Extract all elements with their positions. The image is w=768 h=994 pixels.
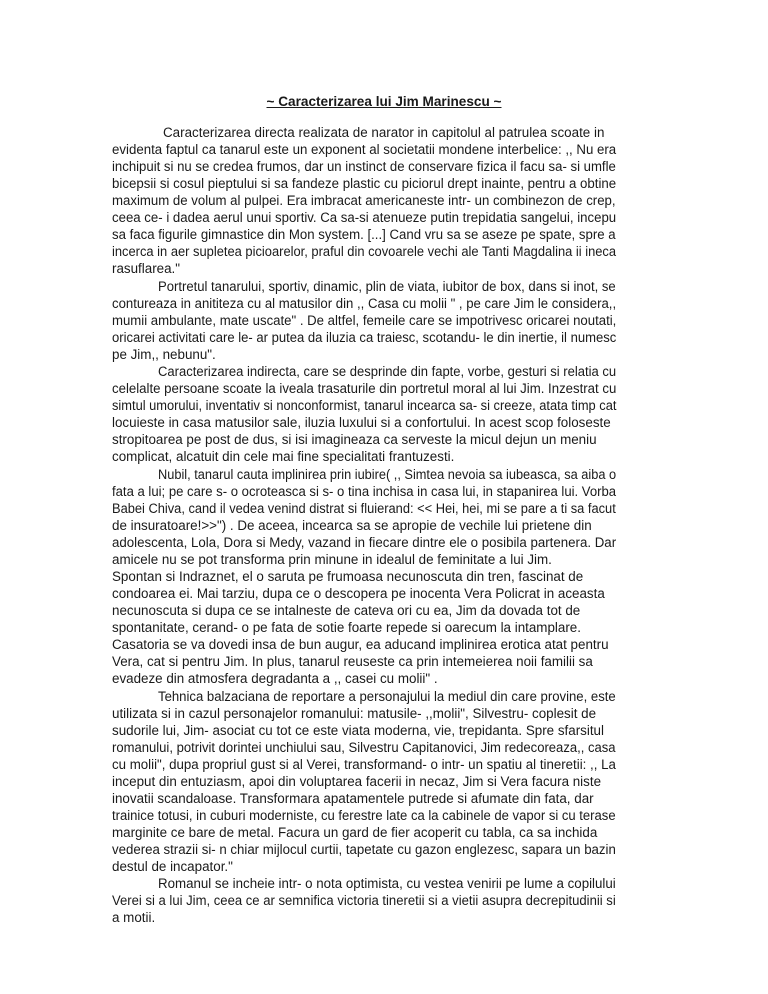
text-line: spontanitate, cerand- o pe fata de sotie foarte repede si oarecum la intamplare.	[112, 620, 581, 635]
text-line: contureaza in anititeza cu al matusilor din ,, Casa cu molii " , pe care Jim le considera,,	[112, 296, 617, 311]
text-line: fata a lui; pe care s- o ocroteasca si s- o tina inchisa in casa lui, in stapanirea lui. Vorba	[112, 484, 617, 499]
text-line: marginite ce bare de metal. Facura un gard de fier acoperit cu tabla, ca sa inchida	[112, 825, 598, 840]
text-line: Casatoria se va dovedi insa de bun augur, ea aducand implinirea erotica atat pentru	[112, 637, 609, 652]
text-line: Caracterizarea indirecta, care se desprinde din fapte, vorbe, gesturi si relatia cu	[158, 364, 617, 379]
text-line: romanului, potrivit dorintei unchiului sau, Silvestru Capitanovici, Jim redecoreaza,, casa	[112, 740, 616, 755]
text-line: cu molii", dupa propriul gust si al Verei, transformand- o intr- un spatiu al tineretii: ,, La	[112, 757, 616, 772]
text-line: pe Jim,, nebunu".	[112, 347, 216, 362]
text-line: evadeze din atmosfera degradanta a ,, casei cu molii" .	[112, 671, 438, 686]
text-line: inovatii scandaloase. Transformara apatamentele putrede si afumate din fata, dar	[112, 791, 594, 806]
text-line: complicat, alcatuit din cele mai fine specialitati frantuzesti.	[112, 449, 455, 464]
text-line: stropitoarea pe post de dus, si isi imagineaza ca serveste la micul dejun un meniu	[112, 432, 597, 447]
text-line: a motii.	[112, 910, 156, 925]
text-line: rasuflarea."	[112, 261, 181, 276]
text-line: de insuratoare!>>") . De aceea, incearca sa se apropie de vechile lui prietene din	[112, 518, 592, 533]
text-line: Portretul tanarului, sportiv, dinamic, plin de viata, iubitor de box, dans si inot, se	[158, 279, 616, 294]
text-line: Romanul se incheie intr- o nota optimista, cu vestea venirii pe lume a copilului	[158, 876, 616, 891]
text-line: sa faca figurile gimnastice din Mon system. [...] Cand vru sa se aseze pe spate, spre a	[112, 227, 616, 242]
text-line: ceea ce- i dadea aerul unui sportiv. Ca sa-si atenueze putin trepidatia sangelui, incepu	[112, 210, 617, 225]
text-line: incerca in aer supleteа picioarelor, praful din covoarele vechi ale Tanti Magdalina ii ineca	[112, 244, 617, 259]
text-line: sudorile lui, Jim- asociat cu tot ce este viata moderna, vie, trepidanta. Spre sfarsitul	[112, 723, 604, 738]
text-line: inchipuit si nu se credea frumos, dar un instinct de conservare fizica il facu sa- si umfle	[112, 159, 616, 174]
text-line: inceput din entuziasm, apoi din voluptarea facerii in necaz, Jim si Vera facura niste	[112, 774, 602, 789]
text-line: trainice totusi, in cuburi moderniste, cu ferestre late ca la cabinele de vapor si cu terase	[112, 808, 616, 823]
text-line: Caracterizarea directa realizata de narator in capitolul al patrulea scoate in	[163, 125, 605, 140]
text-line: Tehnica balzaciana de reportare a personajului la mediul din care provine, este	[158, 689, 616, 704]
text-line: Spontan si Indraznet, el o saruta pe frumoasa necunoscuta din tren, fascinat de	[112, 569, 584, 584]
text-line: Verei si a lui Jim, ceea ce ar semnifica victoria tineretii si a vietii asupra decrepitudinii si	[112, 893, 616, 908]
text-line: Babei Chiva, cand il vedea venind distrat si fluierand: << Hei, hei, mi se pare a ti sa facut	[112, 501, 616, 516]
text-line: adolescenta, Lola, Dora si Medy, vazand in fiecare dintre ele o posibila partenera. Dar	[112, 535, 617, 550]
text-line: maximum de volum al pulpei. Era imbracat americaneste intr- un combinezon de crep,	[112, 193, 616, 208]
text-line: Nubil, tanarul cauta implinirea prin iubire( ,, Simtea nevoia sa iubeasca, sa aiba o	[158, 467, 617, 482]
text-line: celelalte persoane scoate la iveala trasaturile din portretul moral al lui Jim. Inzestrat cu	[112, 381, 617, 396]
text-line: necunoscuta si dupa ce se intalneste de cateva ori cu ea, Jim da dovada tot de	[112, 603, 581, 618]
text-line: bicepsii si cosul pieptului si sa fandeze plastic cu piciorul drept inainte, pentru a obtine	[112, 176, 617, 191]
text-line: condoarea ei. Mai tarziu, dupa ce o descopera pe inocenta Vera Policrat in aceasta	[112, 586, 605, 601]
text-line: oricarei activitati care le- ar putea da iluzia ca traiesc, scotandu- le din inertie, il numesc	[112, 330, 617, 345]
text-line: destul de incapator."	[112, 859, 233, 874]
text-line: amicele nu se pot transforma prin minune in idealul de feminitate a lui Jim.	[112, 552, 552, 567]
text-line: Vera, cat si pentru Jim. In plus, tanarul reuseste ca prin intemeierea noii familii sa	[112, 654, 593, 669]
document-title: ~ Caracterizarea lui Jim Marinescu ~	[266, 94, 502, 109]
text-line: vederea strazii si- n chiar mijlocul curtii, tapetate cu gazon englezesc, sapara un bazin	[112, 842, 616, 857]
text-line: locuieste in casa matusilor sale, iluzia luxului si a confortului. In acest scop foloseste	[112, 415, 611, 430]
text-line: utilizata si in cazul personajelor romanului: matusile- ,,molii", Silvestru- coplesit de	[112, 706, 597, 721]
text-line: evidenta faptul ca tanarul este un exponent al societatii mondene interbelice: ,, Nu era	[112, 142, 617, 157]
text-line: simtul umorului, inventativ si nonconformist, tanarul incearca sa- si creeze, atata timp cat	[112, 398, 617, 413]
text-line: mumii ambulante, mate uscate" . De altfel, femeile care se impotrivesc oricarei noutati,	[112, 313, 617, 328]
